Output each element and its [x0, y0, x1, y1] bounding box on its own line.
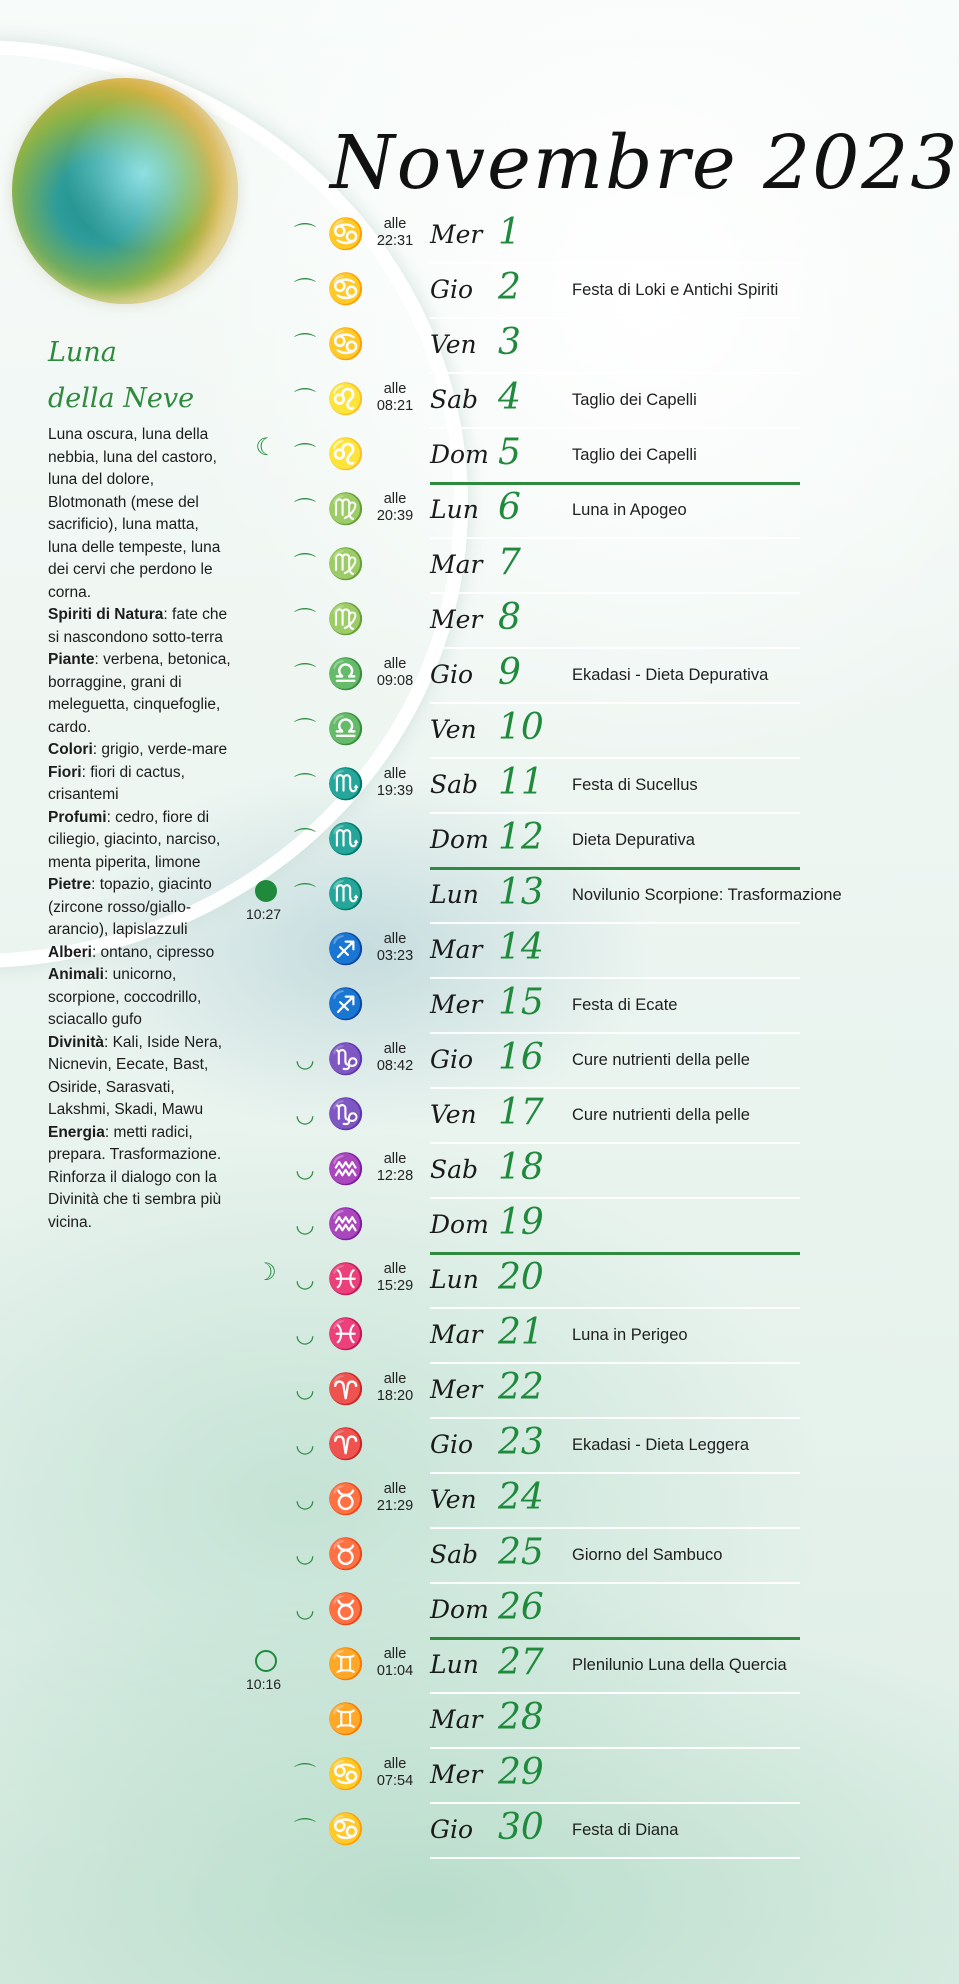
day-note: Taglio dei Capelli	[572, 391, 697, 409]
day-row	[0, 212, 850, 262]
row-divider	[430, 427, 800, 429]
sidebar-section-text: : fate che si nascondono sotto-terra	[48, 606, 228, 646]
zodiac-sign-icon: ♍	[327, 603, 365, 636]
day-number: 12	[498, 817, 544, 858]
day-note: Dieta Depurativa	[572, 831, 695, 849]
sidebar-section-label: Energia	[48, 1123, 105, 1141]
row-divider	[430, 1142, 800, 1144]
zodiac-sign-icon: ♍	[327, 548, 365, 581]
zodiac-sign-icon: ♊	[327, 1703, 365, 1736]
zodiac-sign-icon: ♌	[327, 438, 365, 471]
day-row	[0, 1587, 850, 1637]
day-note: Cure nutrienti della pelle	[572, 1051, 750, 1069]
day-number: 1	[498, 212, 521, 253]
day-row	[0, 982, 850, 1032]
sidebar-section-label: Pietre	[48, 876, 92, 893]
row-divider	[430, 1087, 800, 1089]
sidebar-section-text: : Kali, Iside Nera, Nicnevin, Eecate, Bast, Osiride, Sarasvati, Lakshmi, Skadi, Mawu	[48, 1033, 223, 1118]
zodiac-sign-icon: ♋	[327, 1813, 365, 1846]
sidebar-intro: Luna oscura, luna della nebbia, luna del castoro, luna del dolore, Blotmonath (mese del sacrificio), luna matta, luna delle tempeste, luna dei cervi che perdono le corna.	[48, 426, 221, 601]
day-row	[0, 1257, 850, 1307]
day-row	[0, 1642, 850, 1692]
day-number: 16	[498, 1037, 544, 1078]
alle-label: alle	[383, 216, 407, 232]
day-number: 11	[498, 762, 544, 803]
weekday-label: Ven	[430, 1100, 477, 1129]
waxing-arc-icon: ⌒	[293, 552, 316, 577]
row-divider	[430, 1747, 800, 1749]
waning-arc-icon: ◡	[295, 1102, 315, 1127]
day-number: 15	[498, 982, 544, 1023]
alle-time: 22:31	[376, 233, 414, 249]
alle-label: alle	[383, 491, 407, 507]
quarter-moon-icon: ☾	[255, 434, 277, 461]
day-number: 5	[498, 432, 521, 473]
weekday-label: Gio	[430, 1430, 474, 1459]
day-note: Cure nutrienti della pelle	[572, 1106, 750, 1124]
zodiac-sign-icon: ♑	[327, 1043, 365, 1076]
day-row	[0, 1092, 850, 1142]
zodiac-sign-icon: ♈	[327, 1373, 365, 1406]
sidebar-section-text: : grigio, verde-mare	[92, 741, 228, 758]
alle-label: alle	[383, 1756, 407, 1772]
day-number: 19	[498, 1202, 544, 1243]
weekday-label: Lun	[430, 1650, 479, 1679]
day-number: 4	[498, 377, 521, 418]
day-number: 30	[498, 1807, 544, 1848]
row-divider	[430, 1582, 800, 1584]
day-number: 20	[498, 1257, 544, 1298]
zodiac-sign-icon: ♈	[327, 1428, 365, 1461]
sign-change-time	[375, 656, 415, 690]
row-divider	[430, 922, 800, 924]
waxing-arc-icon: ⌒	[293, 1817, 316, 1842]
waxing-arc-icon: ⌒	[293, 827, 316, 852]
row-divider	[430, 537, 800, 539]
day-note: Plenilunio Luna della Quercia	[572, 1656, 787, 1674]
weekday-label: Gio	[430, 660, 474, 689]
alle-label: alle	[383, 766, 407, 782]
row-divider	[430, 317, 800, 319]
row-divider	[430, 647, 800, 649]
sign-change-time	[375, 1041, 415, 1075]
waxing-arc-icon: ⌒	[293, 387, 316, 412]
sign-change-time	[375, 1151, 415, 1185]
zodiac-sign-icon: ♑	[327, 1098, 365, 1131]
weekday-label: Dom	[430, 825, 489, 854]
weekday-label: Mar	[430, 1705, 483, 1734]
day-number: 22	[498, 1367, 544, 1408]
day-note: Ekadasi - Dieta Depurativa	[572, 666, 769, 684]
waxing-arc-icon: ⌒	[293, 497, 316, 522]
sign-change-time	[375, 1756, 415, 1790]
alle-label: alle	[383, 1041, 407, 1057]
waning-arc-icon: ◡	[295, 1047, 315, 1072]
sign-change-time	[375, 216, 415, 250]
zodiac-sign-icon: ♋	[327, 273, 365, 306]
day-number: 23	[498, 1422, 544, 1463]
weekday-label: Lun	[430, 495, 479, 524]
day-note: Taglio dei Capelli	[572, 446, 697, 464]
weekday-label: Mer	[430, 605, 483, 634]
row-divider	[430, 812, 800, 814]
sidebar-section-label: Profumi	[48, 808, 107, 826]
weekday-label: Mer	[430, 1760, 483, 1789]
waning-arc-icon: ◡	[295, 1322, 315, 1347]
day-row	[0, 377, 850, 427]
day-number: 25	[498, 1532, 544, 1573]
sidebar-section-text: : topazio, giacinto (zircone rosso/giallo-arancio), lapislazzuli	[48, 876, 212, 938]
zodiac-sign-icon: ♋	[327, 1758, 365, 1791]
zodiac-sign-icon: ♒	[327, 1208, 365, 1241]
waxing-arc-icon: ⌒	[293, 882, 316, 907]
zodiac-sign-icon: ♉	[327, 1483, 365, 1516]
day-number: 26	[498, 1587, 544, 1628]
alle-label: alle	[383, 1646, 407, 1662]
row-divider	[430, 1857, 800, 1859]
day-row	[0, 872, 850, 922]
sign-change-time	[375, 1371, 415, 1405]
alle-time: 12:28	[376, 1168, 414, 1184]
weekday-label: Sab	[430, 385, 479, 414]
day-number: 21	[498, 1312, 544, 1353]
sign-change-time	[375, 1261, 415, 1295]
zodiac-sign-icon: ♉	[327, 1538, 365, 1571]
zodiac-sign-icon: ♉	[327, 1593, 365, 1626]
alle-time: 08:42	[376, 1058, 414, 1074]
alle-time: 09:08	[376, 673, 414, 689]
waning-arc-icon: ◡	[295, 1212, 315, 1237]
alle-time: 03:23	[376, 948, 414, 964]
sidebar-section-label: Alberi	[48, 943, 92, 961]
alle-time: 21:29	[376, 1498, 414, 1514]
day-note: Luna in Apogeo	[572, 501, 687, 519]
waxing-arc-icon: ⌒	[293, 1762, 316, 1787]
sign-change-time	[375, 766, 415, 800]
row-divider	[430, 1417, 800, 1419]
day-row	[0, 1752, 850, 1802]
zodiac-sign-icon: ♏	[327, 878, 365, 911]
day-number: 29	[498, 1752, 544, 1793]
row-divider	[430, 1802, 800, 1804]
row-divider	[430, 1472, 800, 1474]
waning-arc-icon: ◡	[295, 1267, 315, 1292]
zodiac-sign-icon: ♍	[327, 493, 365, 526]
row-divider	[430, 262, 800, 264]
alle-label: alle	[383, 381, 407, 397]
row-divider	[430, 702, 800, 704]
week-divider	[430, 867, 800, 870]
alle-label: alle	[383, 1261, 407, 1277]
day-row	[0, 1037, 850, 1087]
weekday-label: Sab	[430, 1155, 479, 1184]
day-number: 2	[498, 267, 521, 308]
week-divider	[430, 482, 800, 485]
weekday-label: Dom	[430, 440, 489, 469]
day-note: Festa di Loki e Antichi Spiriti	[572, 281, 779, 299]
sidebar-section-label: Animali	[48, 966, 104, 983]
day-number: 9	[498, 652, 521, 693]
day-number: 14	[498, 927, 544, 968]
sidebar-section-text: : verbena, betonica, borraggine, grani di meleguetta, cinquefoglie, cardo.	[48, 651, 231, 736]
day-row	[0, 1422, 850, 1472]
day-row	[0, 652, 850, 702]
zodiac-sign-icon: ♏	[327, 823, 365, 856]
day-number: 10	[498, 707, 544, 748]
weekday-label: Mar	[430, 1320, 483, 1349]
day-number: 3	[498, 322, 521, 363]
waning-arc-icon: ◡	[295, 1487, 315, 1512]
sidebar-section-text: : unicorno, scorpione, coccodrillo, sciacallo gufo	[48, 966, 202, 1028]
sidebar-section-label: Spiriti di Natura	[48, 606, 164, 623]
alle-time: 08:21	[376, 398, 414, 414]
zodiac-sign-icon: ♌	[327, 383, 365, 416]
waxing-arc-icon: ⌒	[293, 717, 316, 742]
waxing-arc-icon: ⌒	[293, 332, 316, 357]
zodiac-sign-icon: ♒	[327, 1153, 365, 1186]
zodiac-sign-icon: ♏	[327, 768, 365, 801]
alle-time: 20:39	[376, 508, 414, 524]
sidebar-heading-luna: Luna	[48, 337, 117, 368]
sidebar-section-text: : fiori di cactus, crisantemi	[48, 763, 185, 803]
day-number: 13	[498, 872, 544, 913]
day-number: 18	[498, 1147, 544, 1188]
weekday-label: Ven	[430, 330, 477, 359]
day-number: 17	[498, 1092, 544, 1133]
row-divider	[430, 1362, 800, 1364]
zodiac-sign-icon: ♓	[327, 1263, 365, 1296]
zodiac-sign-icon: ♋	[327, 218, 365, 251]
row-divider	[430, 1307, 800, 1309]
weekday-label: Ven	[430, 715, 477, 744]
week-divider	[430, 1637, 800, 1640]
weekday-label: Dom	[430, 1210, 489, 1239]
weekday-label: Lun	[430, 1265, 479, 1294]
day-row	[0, 267, 850, 317]
week-divider	[430, 1252, 800, 1255]
zodiac-sign-icon: ♓	[327, 1318, 365, 1351]
weekday-label: Sab	[430, 770, 479, 799]
day-number: 8	[498, 597, 521, 638]
waxing-arc-icon: ⌒	[293, 607, 316, 632]
weekday-label: Gio	[430, 275, 474, 304]
day-row	[0, 1147, 850, 1197]
weekday-label: Sab	[430, 1540, 479, 1569]
zodiac-sign-icon: ♋	[327, 328, 365, 361]
day-row	[0, 1697, 850, 1747]
sidebar-section-label: Fiori	[48, 763, 82, 781]
moon-event-time: 10:27	[246, 906, 282, 922]
waning-arc-icon: ◡	[295, 1597, 315, 1622]
waxing-arc-icon: ⌒	[293, 222, 316, 247]
waning-arc-icon: ◡	[295, 1432, 315, 1457]
alle-time: 19:39	[376, 783, 414, 799]
waxing-arc-icon: ⌒	[293, 277, 316, 302]
zodiac-sign-icon: ♐	[327, 988, 365, 1021]
moon-event-time: 10:16	[246, 1676, 282, 1692]
day-number: 6	[498, 487, 521, 528]
sign-change-time	[375, 1646, 415, 1680]
weekday-label: Gio	[430, 1045, 474, 1074]
day-row	[0, 762, 850, 812]
sign-change-time	[375, 1481, 415, 1515]
zodiac-sign-icon: ♐	[327, 933, 365, 966]
day-row	[0, 707, 850, 757]
alle-label: alle	[383, 1371, 407, 1387]
sign-change-time	[375, 381, 415, 415]
day-row	[0, 1807, 850, 1857]
zodiac-sign-icon: ♎	[327, 713, 365, 746]
day-row	[0, 817, 850, 867]
day-row	[0, 542, 850, 592]
day-row	[0, 1312, 850, 1362]
sign-change-time	[375, 491, 415, 525]
day-row	[0, 927, 850, 977]
day-note: Luna in Perigeo	[572, 1326, 688, 1344]
weekday-label: Mar	[430, 550, 483, 579]
day-note: Festa di Diana	[572, 1821, 679, 1839]
row-divider	[430, 1692, 800, 1694]
weekday-label: Gio	[430, 1815, 474, 1844]
day-note: Novilunio Scorpione: Trasformazione	[572, 886, 842, 904]
day-row	[0, 1532, 850, 1582]
day-row	[0, 597, 850, 647]
alle-time: 07:54	[376, 1773, 414, 1789]
sidebar-section-text: : cedro, fiore di ciliegio, giacinto, narciso, menta piperita, limone	[48, 808, 221, 871]
waxing-arc-icon: ⌒	[293, 662, 316, 687]
day-number: 7	[498, 542, 521, 583]
weekday-label: Lun	[430, 880, 479, 909]
day-row	[0, 322, 850, 372]
day-number: 27	[498, 1642, 544, 1683]
new-moon-icon	[255, 880, 277, 902]
weekday-label: Mer	[430, 1375, 483, 1404]
row-divider	[430, 1527, 800, 1529]
sidebar-section-text: : metti radici, prepara. Trasformazione. Rinforza il dialogo con la Divinità che ti sembra più vicina.	[48, 1123, 222, 1231]
day-number: 28	[498, 1697, 544, 1738]
day-row	[0, 432, 850, 482]
sidebar-section-label: Divinità	[48, 1033, 104, 1051]
weekday-label: Mar	[430, 935, 483, 964]
full-moon-icon	[255, 1650, 277, 1672]
sidebar-section-text: : ontano, cipresso	[91, 943, 215, 961]
alle-label: alle	[383, 931, 407, 947]
weekday-label: Mer	[430, 990, 483, 1019]
day-row	[0, 1202, 850, 1252]
sign-change-time	[375, 931, 415, 965]
day-row	[0, 1367, 850, 1417]
zodiac-sign-icon: ♊	[327, 1648, 365, 1681]
day-note: Giorno del Sambuco	[572, 1546, 723, 1564]
zodiac-sign-icon: ♎	[327, 658, 365, 691]
day-number: 24	[498, 1477, 544, 1518]
waning-arc-icon: ◡	[295, 1157, 315, 1182]
weekday-label: Mer	[430, 220, 483, 249]
waxing-arc-icon: ⌒	[293, 772, 316, 797]
alle-time: 01:04	[376, 1663, 414, 1679]
day-note: Festa di Sucellus	[572, 776, 698, 794]
alle-label: alle	[383, 656, 407, 672]
row-divider	[430, 1032, 800, 1034]
waning-arc-icon: ◡	[295, 1542, 315, 1567]
day-row	[0, 487, 850, 537]
day-note: Festa di Ecate	[572, 996, 678, 1014]
weekday-label: Dom	[430, 1595, 489, 1624]
day-row	[0, 1477, 850, 1527]
alle-time: 15:29	[376, 1278, 414, 1294]
sidebar-section-label: Piante	[48, 651, 95, 668]
waxing-arc-icon: ⌒	[293, 442, 316, 467]
row-divider	[430, 592, 800, 594]
row-divider	[430, 977, 800, 979]
row-divider	[430, 757, 800, 759]
alle-time: 18:20	[376, 1388, 414, 1404]
alle-label: alle	[383, 1481, 407, 1497]
weekday-label: Ven	[430, 1485, 477, 1514]
sidebar-heading-neve: della Neve	[48, 383, 195, 414]
day-note: Ekadasi - Dieta Leggera	[572, 1436, 750, 1454]
sidebar-section-label: Colori	[48, 741, 93, 758]
page-title: Novembre 2023	[330, 120, 959, 206]
row-divider	[430, 372, 800, 374]
row-divider	[430, 1197, 800, 1199]
alle-label: alle	[383, 1151, 407, 1167]
quarter-moon-icon: ☽	[255, 1259, 277, 1286]
waning-arc-icon: ◡	[295, 1377, 315, 1402]
